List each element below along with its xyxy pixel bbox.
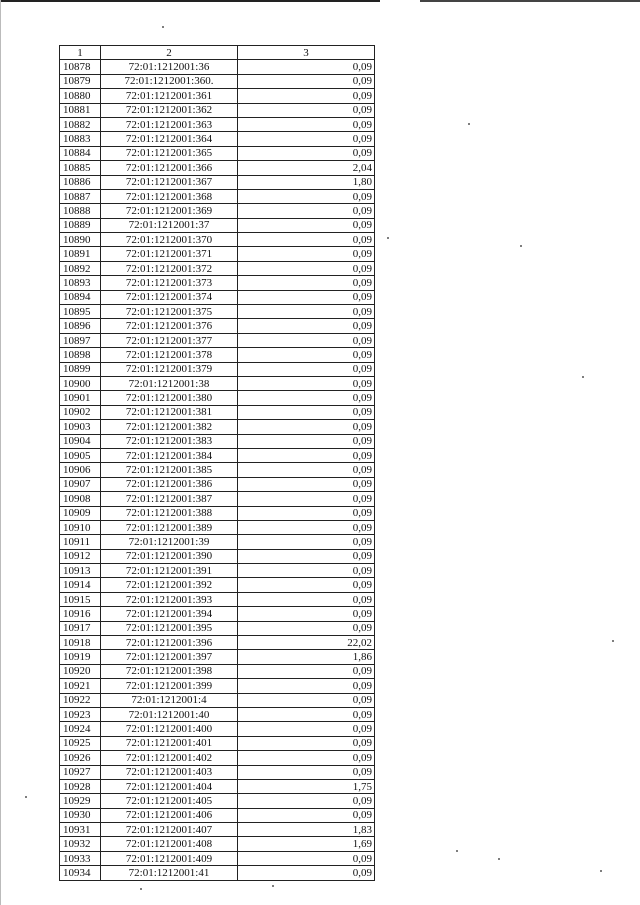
table-row [60, 189, 375, 203]
table-row [60, 477, 375, 491]
table-row [60, 74, 375, 88]
row-number-cell: 10913 [60, 564, 101, 578]
table-row [60, 276, 375, 290]
row-number-cell: 10891 [60, 247, 101, 261]
table-row [60, 132, 375, 146]
row-number-cell: 10922 [60, 693, 101, 707]
value-cell: 0,09 [238, 707, 375, 721]
cadastral-number-cell: 72:01:1212001:404 [101, 779, 238, 793]
row-number-cell: 10885 [60, 161, 101, 175]
table-row [60, 175, 375, 189]
row-number-cell: 10898 [60, 348, 101, 362]
table-row [60, 808, 375, 822]
cadastral-number-cell: 72:01:1212001:405 [101, 794, 238, 808]
table-row [60, 707, 375, 721]
value-cell: 1,86 [238, 650, 375, 664]
cadastral-number-cell: 72:01:1212001:409 [101, 851, 238, 865]
table-row [60, 448, 375, 462]
row-number-cell: 10878 [60, 60, 101, 74]
row-number-cell: 10911 [60, 535, 101, 549]
cadastral-number-cell: 72:01:1212001:380 [101, 391, 238, 405]
row-number-cell: 10932 [60, 837, 101, 851]
value-cell: 0,09 [238, 434, 375, 448]
table-row [60, 578, 375, 592]
value-cell: 0,09 [238, 492, 375, 506]
row-number-cell: 10882 [60, 117, 101, 131]
cadastral-number-cell: 72:01:1212001:390 [101, 549, 238, 563]
row-number-cell: 10917 [60, 621, 101, 635]
cadastral-number-cell: 72:01:1212001:372 [101, 261, 238, 275]
row-number-cell: 10909 [60, 506, 101, 520]
row-number-cell: 10902 [60, 405, 101, 419]
cadastral-number-cell: 72:01:1212001:38 [101, 376, 238, 390]
cadastral-number-cell: 72:01:1212001:361 [101, 89, 238, 103]
row-number-cell: 10901 [60, 391, 101, 405]
cadastral-number-cell: 72:01:1212001:365 [101, 146, 238, 160]
row-number-cell: 10892 [60, 261, 101, 275]
value-cell: 0,09 [238, 376, 375, 390]
table-row [60, 89, 375, 103]
value-cell: 0,09 [238, 736, 375, 750]
cadastral-number-cell: 72:01:1212001:391 [101, 564, 238, 578]
value-cell: 0,09 [238, 448, 375, 462]
table-row [60, 693, 375, 707]
table-row [60, 362, 375, 376]
table-row [60, 146, 375, 160]
cadastral-number-cell: 72:01:1212001:373 [101, 276, 238, 290]
cadastral-number-cell: 72:01:1212001:379 [101, 362, 238, 376]
table-row [60, 592, 375, 606]
row-number-cell: 10920 [60, 664, 101, 678]
row-number-cell: 10929 [60, 794, 101, 808]
header-col-3: 3 [238, 46, 375, 60]
cadastral-number-cell: 72:01:1212001:403 [101, 765, 238, 779]
row-number-cell: 10933 [60, 851, 101, 865]
cadastral-number-cell: 72:01:1212001:386 [101, 477, 238, 491]
table-row [60, 779, 375, 793]
value-cell: 0,09 [238, 722, 375, 736]
table-row [60, 376, 375, 390]
value-cell: 1,69 [238, 837, 375, 851]
value-cell: 0,09 [238, 146, 375, 160]
value-cell: 0,09 [238, 204, 375, 218]
top-rule [0, 0, 380, 2]
table-row [60, 607, 375, 621]
cadastral-number-cell: 72:01:1212001:398 [101, 664, 238, 678]
row-number-cell: 10926 [60, 751, 101, 765]
row-number-cell: 10881 [60, 103, 101, 117]
value-cell: 0,09 [238, 866, 375, 880]
row-number-cell: 10923 [60, 707, 101, 721]
table-row [60, 679, 375, 693]
cadastral-number-cell: 72:01:1212001:370 [101, 233, 238, 247]
cadastral-number-cell: 72:01:1212001:395 [101, 621, 238, 635]
table-row [60, 233, 375, 247]
value-cell: 0,09 [238, 765, 375, 779]
table-row [60, 564, 375, 578]
row-number-cell: 10914 [60, 578, 101, 592]
cadastral-number-cell: 72:01:1212001:39 [101, 535, 238, 549]
table-row [60, 549, 375, 563]
value-cell: 0,09 [238, 693, 375, 707]
table-row [60, 348, 375, 362]
cadastral-number-cell: 72:01:1212001:389 [101, 520, 238, 534]
row-number-cell: 10930 [60, 808, 101, 822]
row-number-cell: 10915 [60, 592, 101, 606]
value-cell: 0,09 [238, 808, 375, 822]
table-row [60, 837, 375, 851]
row-number-cell: 10897 [60, 333, 101, 347]
value-cell: 0,09 [238, 261, 375, 275]
value-cell: 1,83 [238, 823, 375, 837]
value-cell: 0,09 [238, 607, 375, 621]
value-cell: 0,09 [238, 520, 375, 534]
value-cell: 0,09 [238, 89, 375, 103]
scan-speck [456, 850, 458, 852]
page-left-edge [0, 0, 1, 905]
cadastral-number-cell: 72:01:1212001:382 [101, 420, 238, 434]
value-cell: 22,02 [238, 636, 375, 650]
header-col-2: 2 [101, 46, 238, 60]
table-row [60, 290, 375, 304]
table-row [60, 319, 375, 333]
row-number-cell: 10924 [60, 722, 101, 736]
row-number-cell: 10905 [60, 448, 101, 462]
row-number-cell: 10894 [60, 290, 101, 304]
table-row [60, 535, 375, 549]
value-cell: 0,09 [238, 621, 375, 635]
scan-speck [600, 870, 602, 872]
table-row [60, 664, 375, 678]
row-number-cell: 10927 [60, 765, 101, 779]
table-row [60, 463, 375, 477]
value-cell: 2,04 [238, 161, 375, 175]
value-cell: 0,09 [238, 74, 375, 88]
row-number-cell: 10888 [60, 204, 101, 218]
cadastral-number-cell: 72:01:1212001:376 [101, 319, 238, 333]
table-row [60, 391, 375, 405]
cadastral-number-cell: 72:01:1212001:378 [101, 348, 238, 362]
row-number-cell: 10910 [60, 520, 101, 534]
cadastral-number-cell: 72:01:1212001:371 [101, 247, 238, 261]
row-number-cell: 10893 [60, 276, 101, 290]
value-cell: 0,09 [238, 463, 375, 477]
row-number-cell: 10919 [60, 650, 101, 664]
cadastral-number-cell: 72:01:1212001:399 [101, 679, 238, 693]
header-row [60, 46, 375, 60]
table-row [60, 866, 375, 880]
value-cell: 0,09 [238, 506, 375, 520]
cadastral-number-cell: 72:01:1212001:402 [101, 751, 238, 765]
value-cell: 0,09 [238, 290, 375, 304]
table-body [60, 60, 375, 880]
table-row [60, 434, 375, 448]
value-cell: 0,09 [238, 535, 375, 549]
row-number-cell: 10899 [60, 362, 101, 376]
table-row [60, 650, 375, 664]
value-cell: 0,09 [238, 247, 375, 261]
value-cell: 0,09 [238, 218, 375, 232]
cadastral-number-cell: 72:01:1212001:360. [101, 74, 238, 88]
cadastral-table [59, 45, 375, 881]
scan-speck [162, 26, 164, 28]
cadastral-number-cell: 72:01:1212001:381 [101, 405, 238, 419]
table-row [60, 247, 375, 261]
cadastral-number-cell: 72:01:1212001:408 [101, 837, 238, 851]
table-row [60, 117, 375, 131]
cadastral-number-cell: 72:01:1212001:406 [101, 808, 238, 822]
row-number-cell: 10921 [60, 679, 101, 693]
row-number-cell: 10886 [60, 175, 101, 189]
row-number-cell: 10908 [60, 492, 101, 506]
value-cell: 0,09 [238, 362, 375, 376]
row-number-cell: 10907 [60, 477, 101, 491]
value-cell: 0,09 [238, 420, 375, 434]
value-cell: 0,09 [238, 549, 375, 563]
value-cell: 0,09 [238, 391, 375, 405]
value-cell: 0,09 [238, 851, 375, 865]
table-row [60, 823, 375, 837]
row-number-cell: 10906 [60, 463, 101, 477]
table-row [60, 765, 375, 779]
cadastral-number-cell: 72:01:1212001:387 [101, 492, 238, 506]
scan-speck [25, 796, 27, 798]
table-row [60, 621, 375, 635]
row-number-cell: 10934 [60, 866, 101, 880]
row-number-cell: 10883 [60, 132, 101, 146]
row-number-cell: 10928 [60, 779, 101, 793]
table-row [60, 722, 375, 736]
cadastral-number-cell: 72:01:1212001:394 [101, 607, 238, 621]
row-number-cell: 10916 [60, 607, 101, 621]
row-number-cell: 10884 [60, 146, 101, 160]
scan-speck [582, 376, 584, 378]
table-row [60, 60, 375, 74]
scan-speck [140, 888, 142, 890]
scan-speck [387, 237, 389, 239]
cadastral-number-cell: 72:01:1212001:362 [101, 103, 238, 117]
value-cell: 1,75 [238, 779, 375, 793]
cadastral-number-cell: 72:01:1212001:407 [101, 823, 238, 837]
table-row [60, 204, 375, 218]
value-cell: 0,09 [238, 103, 375, 117]
table-row [60, 506, 375, 520]
row-number-cell: 10879 [60, 74, 101, 88]
row-number-cell: 10931 [60, 823, 101, 837]
cadastral-number-cell: 72:01:1212001:384 [101, 448, 238, 462]
value-cell: 0,09 [238, 348, 375, 362]
value-cell: 0,09 [238, 477, 375, 491]
table-row [60, 305, 375, 319]
value-cell: 0,09 [238, 679, 375, 693]
row-number-cell: 10880 [60, 89, 101, 103]
row-number-cell: 10912 [60, 549, 101, 563]
row-number-cell: 10918 [60, 636, 101, 650]
cadastral-number-cell: 72:01:1212001:388 [101, 506, 238, 520]
table-row [60, 751, 375, 765]
cadastral-number-cell: 72:01:1212001:366 [101, 161, 238, 175]
value-cell: 0,09 [238, 592, 375, 606]
row-number-cell: 10903 [60, 420, 101, 434]
cadastral-number-cell: 72:01:1212001:377 [101, 333, 238, 347]
value-cell: 0,09 [238, 564, 375, 578]
cadastral-number-cell: 72:01:1212001:36 [101, 60, 238, 74]
value-cell: 0,09 [238, 305, 375, 319]
header-col-1: 1 [60, 46, 101, 60]
value-cell: 0,09 [238, 578, 375, 592]
value-cell: 0,09 [238, 751, 375, 765]
table-row [60, 492, 375, 506]
table-row [60, 794, 375, 808]
row-number-cell: 10887 [60, 189, 101, 203]
value-cell: 0,09 [238, 189, 375, 203]
table-row [60, 405, 375, 419]
cadastral-number-cell: 72:01:1212001:369 [101, 204, 238, 218]
table-row [60, 736, 375, 750]
table-row [60, 218, 375, 232]
table-row [60, 161, 375, 175]
table-row [60, 261, 375, 275]
top-rule-right [420, 0, 640, 2]
cadastral-number-cell: 72:01:1212001:368 [101, 189, 238, 203]
cadastral-number-cell: 72:01:1212001:375 [101, 305, 238, 319]
value-cell: 0,09 [238, 132, 375, 146]
scan-speck [468, 123, 470, 125]
cadastral-number-cell: 72:01:1212001:41 [101, 866, 238, 880]
cadastral-number-cell: 72:01:1212001:401 [101, 736, 238, 750]
cadastral-number-cell: 72:01:1212001:393 [101, 592, 238, 606]
table-row [60, 851, 375, 865]
value-cell: 1,80 [238, 175, 375, 189]
value-cell: 0,09 [238, 664, 375, 678]
scan-speck [612, 640, 614, 642]
cadastral-number-cell: 72:01:1212001:374 [101, 290, 238, 304]
value-cell: 0,09 [238, 233, 375, 247]
value-cell: 0,09 [238, 333, 375, 347]
cadastral-number-cell: 72:01:1212001:392 [101, 578, 238, 592]
row-number-cell: 10925 [60, 736, 101, 750]
row-number-cell: 10895 [60, 305, 101, 319]
cadastral-number-cell: 72:01:1212001:367 [101, 175, 238, 189]
cadastral-number-cell: 72:01:1212001:383 [101, 434, 238, 448]
scan-speck [498, 858, 500, 860]
cadastral-number-cell: 72:01:1212001:400 [101, 722, 238, 736]
table-row [60, 636, 375, 650]
table-row [60, 103, 375, 117]
value-cell: 0,09 [238, 405, 375, 419]
row-number-cell: 10900 [60, 376, 101, 390]
cadastral-number-cell: 72:01:1212001:385 [101, 463, 238, 477]
value-cell: 0,09 [238, 117, 375, 131]
table-row [60, 333, 375, 347]
table-row [60, 520, 375, 534]
value-cell: 0,09 [238, 276, 375, 290]
cadastral-number-cell: 72:01:1212001:4 [101, 693, 238, 707]
row-number-cell: 10889 [60, 218, 101, 232]
cadastral-number-cell: 72:01:1212001:40 [101, 707, 238, 721]
value-cell: 0,09 [238, 60, 375, 74]
cadastral-number-cell: 72:01:1212001:37 [101, 218, 238, 232]
scan-speck [520, 245, 522, 247]
cadastral-number-cell: 72:01:1212001:396 [101, 636, 238, 650]
row-number-cell: 10904 [60, 434, 101, 448]
cadastral-number-cell: 72:01:1212001:364 [101, 132, 238, 146]
table-row [60, 420, 375, 434]
cadastral-number-cell: 72:01:1212001:397 [101, 650, 238, 664]
row-number-cell: 10896 [60, 319, 101, 333]
row-number-cell: 10890 [60, 233, 101, 247]
cadastral-number-cell: 72:01:1212001:363 [101, 117, 238, 131]
value-cell: 0,09 [238, 794, 375, 808]
scan-speck [272, 885, 274, 887]
value-cell: 0,09 [238, 319, 375, 333]
